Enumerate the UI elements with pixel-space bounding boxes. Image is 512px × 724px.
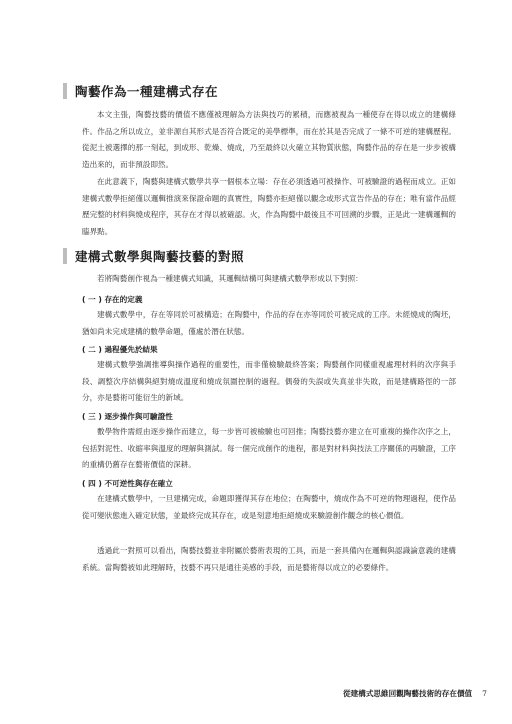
section-2-title: 建構式數學與陶藝技藝的對照 bbox=[75, 249, 245, 264]
section-1-paragraph-1: 本文主張，陶藝技藝的價值不應僅被理解為方法與技巧的累積，而應被視為一種使存在得以成立的建構條件。作品之所以成立，並非源自其形式是否符合既定的美學標準，而在於其是否完成了一條不可逆的建構歷程。從泥土被選擇的那一刻起，到成形、乾燥、燒成，乃至最終以火確立其物質狀態，陶藝作品的存在是一步步被構造出來的，而非預設即然。 bbox=[82, 110, 456, 169]
section-1-title: 陶藝作為一種建構式存在 bbox=[75, 84, 219, 99]
item-3-heading: ( 三 ) 逐步操作與可驗證性 bbox=[82, 412, 173, 421]
item-1-heading: ( 一 ) 存在的定義 bbox=[82, 295, 143, 304]
item-4-heading: ( 四 ) 不可逆性與存在確立 bbox=[82, 479, 173, 488]
section-1-heading bbox=[63, 82, 218, 100]
item-2-text: 建構式數學強調推導與操作過程的重要性，而非僅檢驗最終答案；陶藝創作同樣重視處理材料的次序與手段、調整次序結構與絕對燒成溫度和燒成氛圍控制的過程。偶發的失誤或失真並非失敗，而是建構路徑的一部分，亦是藝術可能衍生的新域。 bbox=[82, 360, 456, 403]
section-marker bbox=[63, 83, 67, 99]
section-1-paragraph-2: 在此意義下，陶藝與建構式數學共享一個根本立場：存在必須透過可被操作、可被驗證的過程而成立。正如建構式數學拒絕僅以邏輯推演來保證命題的真實性，陶藝亦拒絕僅以觀念或形式宣告作品的存在；唯有當作品經歷完整的材料與燒成程序，其存在才得以被確認。火，作為陶藝中最後且不可回溯的步驟，正是此一建構邏輯的臨界點。 bbox=[82, 177, 456, 236]
item-4-text: 在建構式數學中，一旦建構完成，命題即獲得其存在地位；在陶藝中，燒成作為不可逆的物理過程，使作品從可變狀態進入確定狀態，並最終完成其存在，或是刻意地拒絕燒成來驗證創作觀念的核心價值。 bbox=[82, 494, 456, 520]
section-marker bbox=[63, 248, 67, 264]
item-2-heading: ( 二 ) 過程優先於結果 bbox=[82, 345, 158, 354]
page-footer bbox=[343, 688, 487, 699]
section-2-heading bbox=[63, 247, 244, 265]
item-1-text: 建構式數學中，存在等同於可被構造；在陶藝中，作品的存在亦等同於可被完成的工序。未經燒成的陶坯，猶如尚未完成建構的數學命題，僅處於潛在狀態。 bbox=[82, 310, 456, 336]
item-3-text: 數學物件需經由逐步操作而建立，每一步皆可被檢驗也可回推；陶藝技藝亦建立在可重複的操作次序之上，包括對泥性、收縮率與溫度的理解與測試。每一個完成創作的進程，都是對材料與技法工序關係的再驗證，工序的重構仍舊存在藝術價值的深耕。 bbox=[82, 427, 456, 470]
section-2-intro: 若將陶藝創作視為一種建構式知識，其邏輯結構可與建構式數學形成以下對照： bbox=[97, 274, 363, 283]
page-number: 7 bbox=[482, 689, 487, 698]
section-2-conclusion: 透過此一對照可以看出，陶藝技藝並非附屬於藝術表現的工具，而是一套具備內在邏輯與認識論意義的建構系統。當陶藝被如此理解時，技藝不再只是通往美感的手段，而是藝術得以成立的必要條件。 bbox=[82, 546, 456, 572]
running-title: 從建構式思維回觀陶藝技術的存在價值 bbox=[343, 689, 473, 698]
